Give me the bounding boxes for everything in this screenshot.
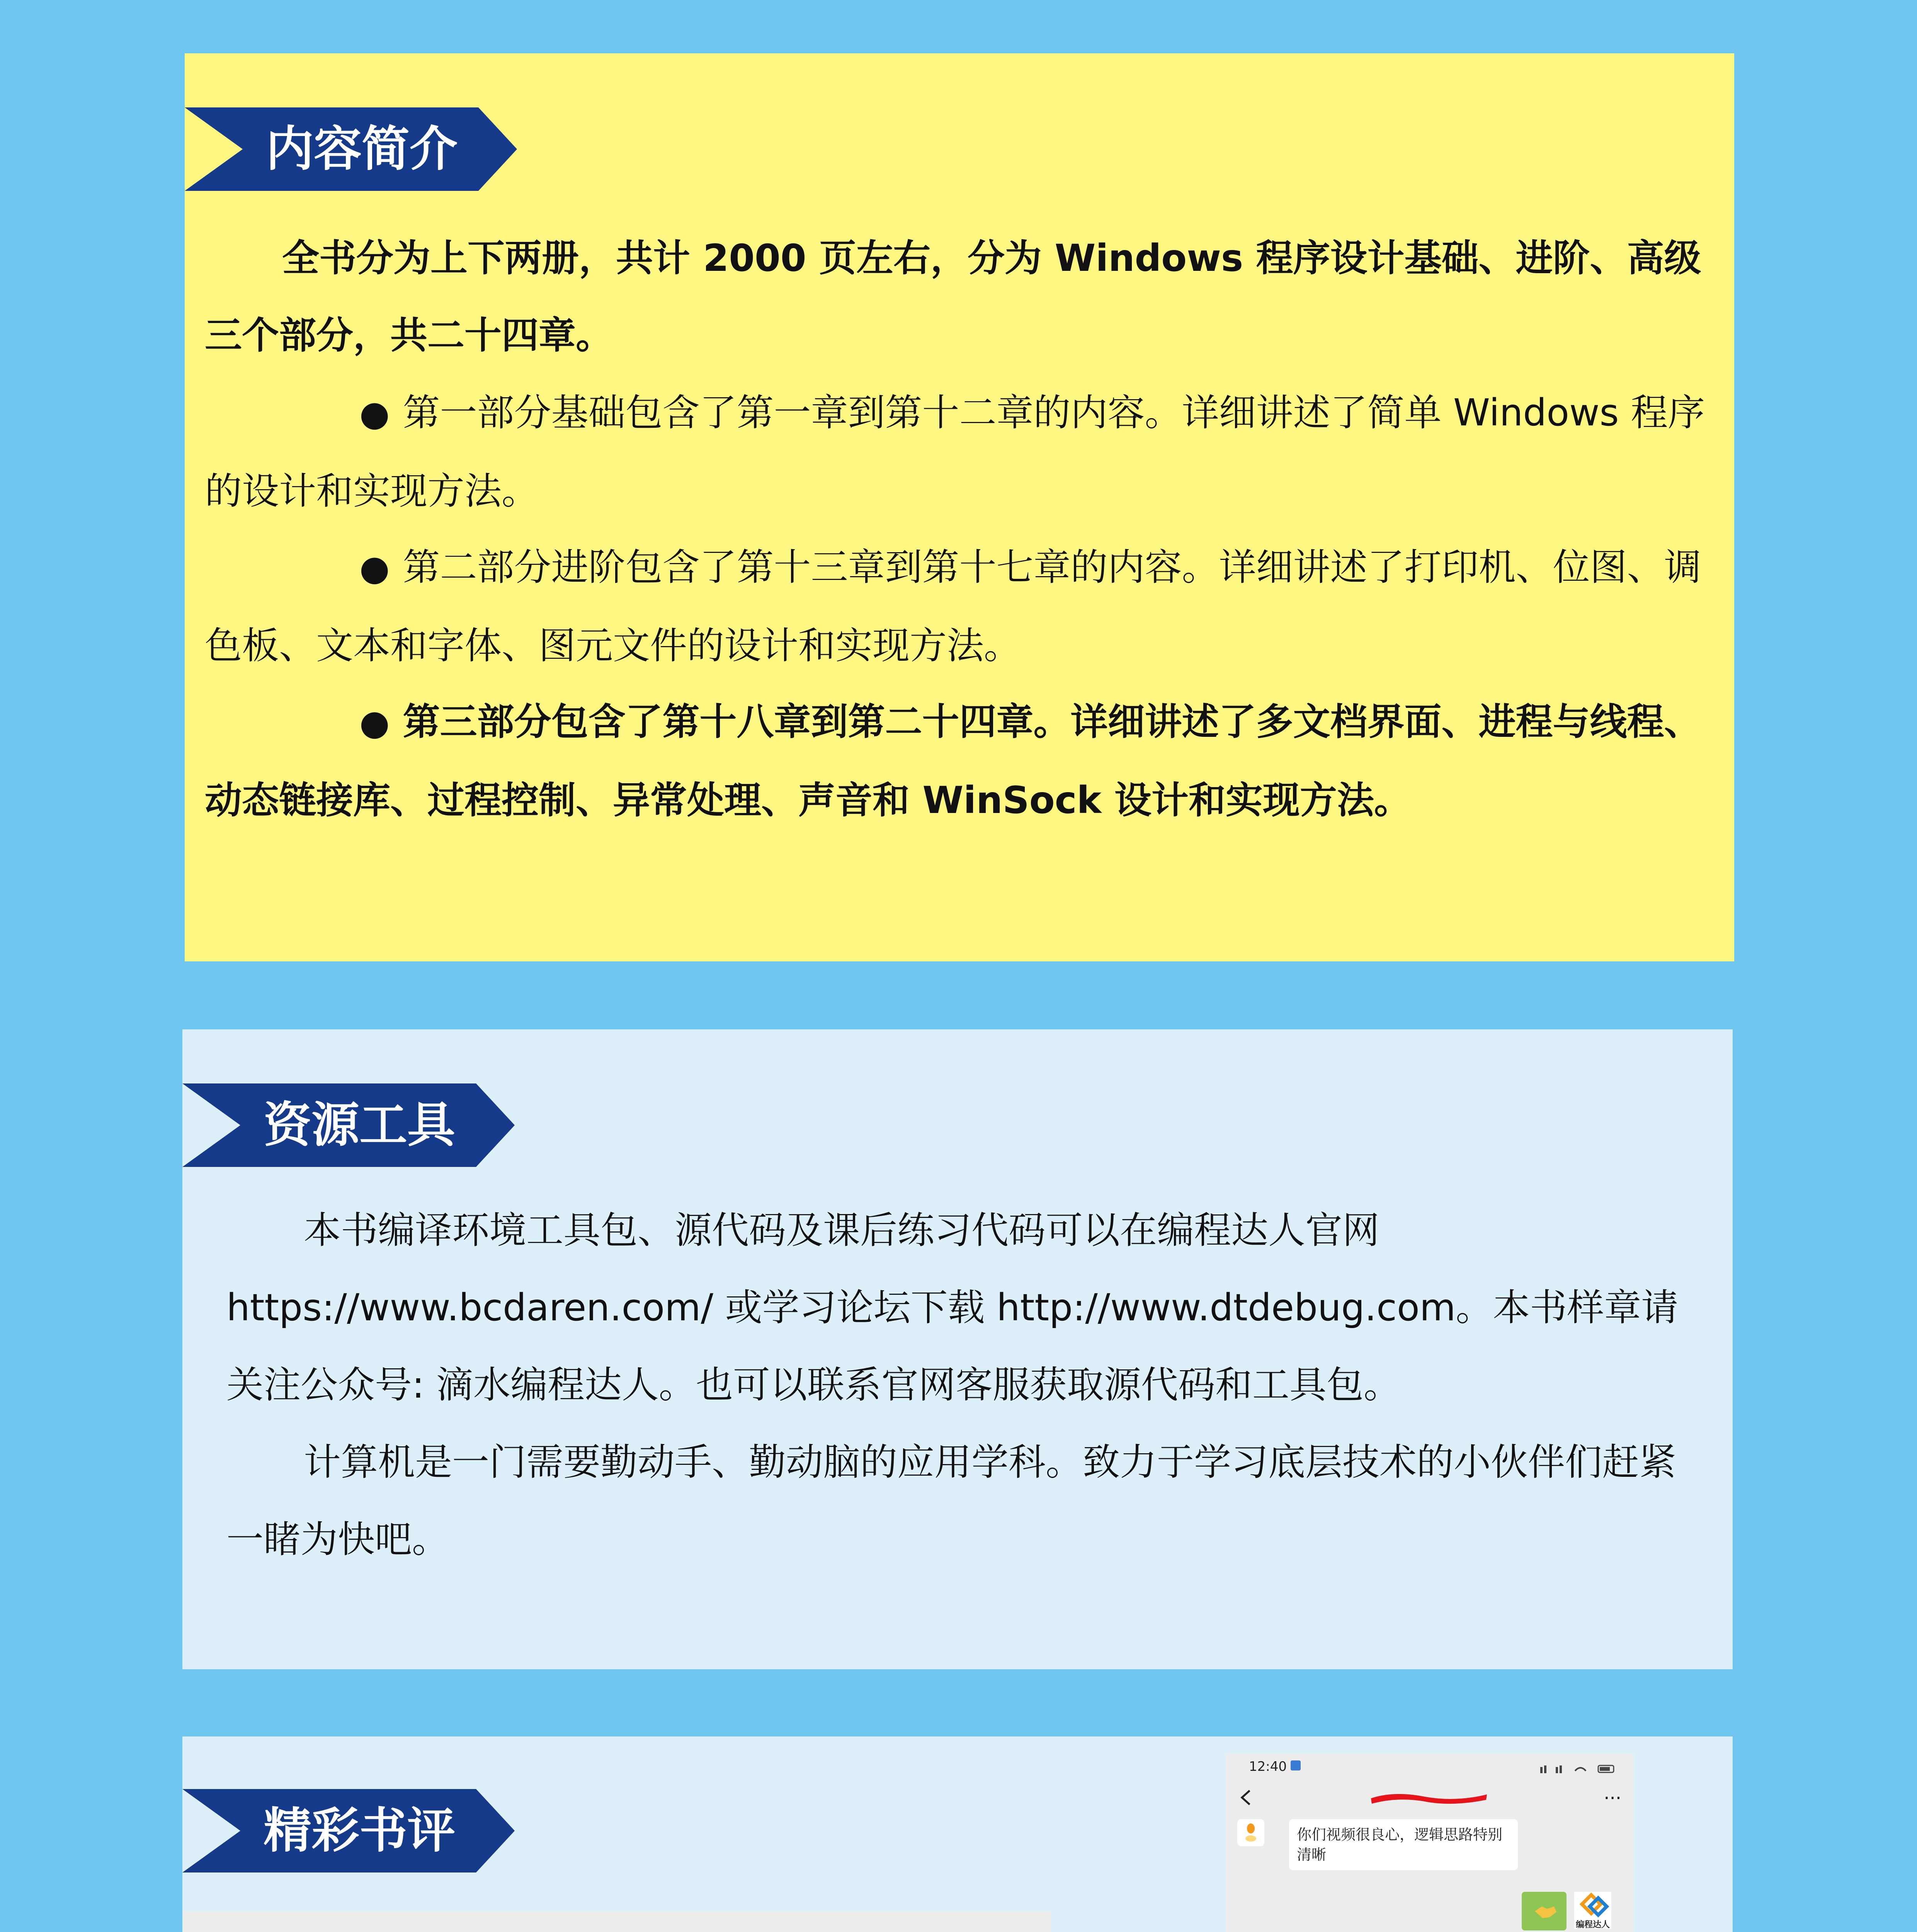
phone-message-1: 你们视频很良心，逻辑思路特别清晰	[1289, 1819, 1518, 1870]
orange-avatar-icon	[1237, 1819, 1264, 1846]
bullet-dot-icon: ●	[359, 702, 390, 743]
handshake-emoji-bubble	[1522, 1892, 1567, 1930]
review-chat-screenshot	[183, 1911, 1051, 1932]
intro-paragraph: 全书分为上下两册，共计 2000 页左右，分为 Windows 程序设计基础、进阶、高级三个部分，共二十四章。	[205, 236, 1701, 357]
section-banner-resources	[182, 1083, 515, 1167]
bullet-part-3	[205, 683, 1712, 839]
bullet-dot-icon: ●	[359, 393, 390, 434]
bullet-part-2	[205, 529, 1712, 684]
more-options-icon[interactable]: ···	[1604, 1787, 1621, 1809]
notification-icon	[1291, 1760, 1301, 1770]
content-intro-card	[185, 53, 1734, 961]
phone-chat-screenshot	[1226, 1753, 1633, 1932]
section-banner-reviews	[182, 1789, 515, 1872]
bullet-text: 第一部分基础包含了第一章到第十二章的内容。详细讲述了简单 Windows 程序的设计和实现方法。	[205, 391, 1705, 513]
section-title-reviews: 精彩书评	[264, 1803, 456, 1859]
bullet-text: 第二部分进阶包含了第十三章到第十七章的内容。详细讲述了打印机、位图、调色板、文本和字体、图元文件的设计和实现方法。	[205, 546, 1701, 667]
bcdaren-logo-icon	[1574, 1892, 1611, 1919]
encouragement-paragraph: 计算机是一门需要勤动手、勤动脑的应用学科。致力于学习底层技术的小伙伴们赶紧一睹为快吧。	[226, 1440, 1676, 1561]
chat-header	[1226, 1778, 1633, 1817]
bullet-part-1	[205, 374, 1712, 530]
book-reviews-card	[182, 1736, 1733, 1932]
bullet-dot-icon: ●	[359, 548, 390, 588]
section-title-intro: 内容简介	[266, 121, 458, 177]
phone-status-bar	[1226, 1753, 1633, 1778]
logo-caption: 编程达人	[1575, 1920, 1610, 1930]
back-arrow-icon[interactable]	[1235, 1786, 1258, 1809]
signal-battery-icons	[1540, 1761, 1618, 1770]
handshake-icon	[1522, 1892, 1567, 1930]
resources-paragraph: 本书编译环境工具包、源代码及课后练习代码可以在编程达人官网 https://www.bcdaren.com/ 或学习论坛下载 http://www.dtdebug.com。本书样章请关注公众号: 滴水编程达人。也可以联系官网客服获取源代码和工具包。	[226, 1209, 1679, 1406]
bullet-text: 第三部分包含了第十八章到第二十四章。详细讲述了多文档界面、进程与线程、动态链接库、过程控制、异常处理、声音和 WinSock 设计和实现方法。	[205, 700, 1701, 822]
section-banner-intro	[185, 107, 517, 191]
bcdaren-logo-avatar	[1574, 1892, 1611, 1929]
section-title-resources: 资源工具	[264, 1097, 456, 1153]
resource-tools-card	[182, 1029, 1733, 1669]
status-time: 12:40	[1249, 1759, 1287, 1774]
redacted-contact-name	[1367, 1789, 1491, 1808]
